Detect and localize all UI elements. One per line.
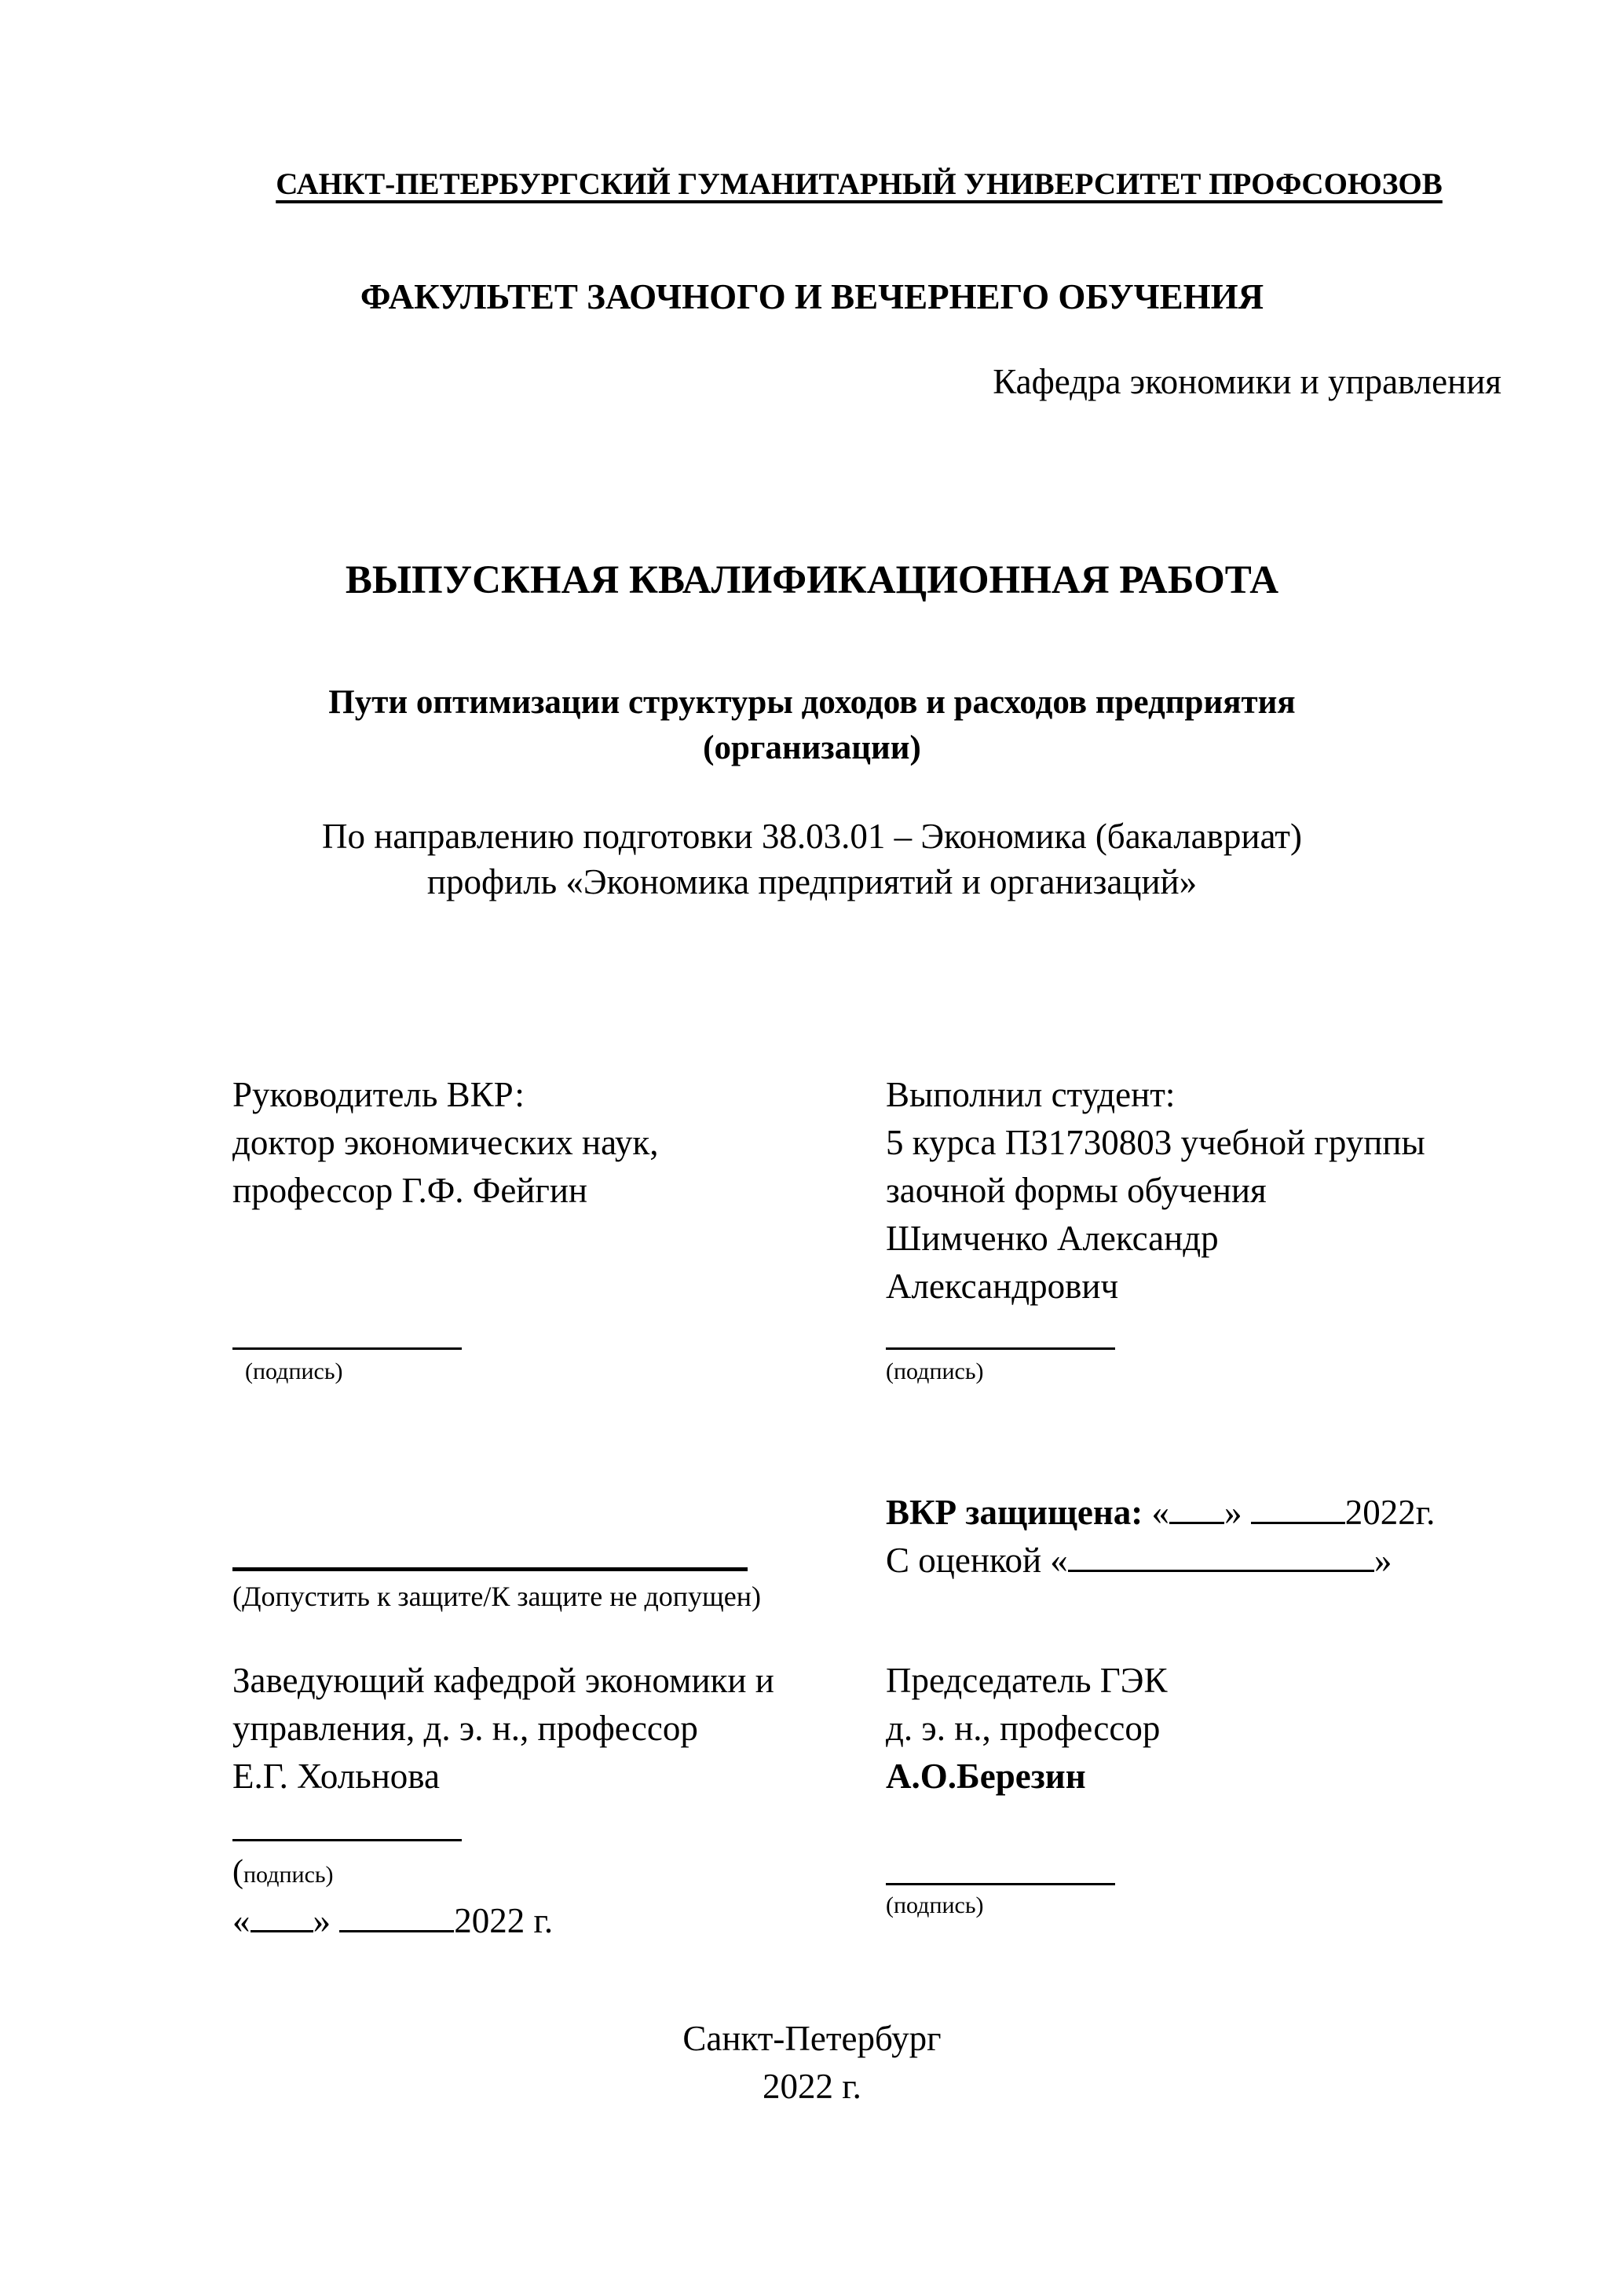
head-date-year: 2022 г. (454, 1901, 554, 1940)
admission-caption: (Допустить к защите/К защите не допущен) (232, 1581, 762, 1612)
supervisor-degree: доктор экономических наук, (232, 1123, 659, 1162)
footer (0, 2015, 1624, 2111)
head-signature-caption: (подпись) (232, 1854, 334, 1890)
work-topic (0, 680, 1624, 771)
direction-line-2: профиль «Экономика предприятий и организаций» (426, 862, 1198, 901)
student-group: 5 курса ПЗ1730803 учебной группы (886, 1123, 1425, 1162)
footer-year: 2022 г. (763, 2067, 861, 2106)
head-signature-line (232, 1839, 462, 1841)
defense-open-quote: « (1151, 1493, 1170, 1532)
supervisor-signature-caption: (подпись) (245, 1358, 343, 1384)
student-surname-name: Шимченко Александр (886, 1219, 1219, 1258)
student-patronymic: Александрович (886, 1267, 1119, 1306)
work-type-title: ВЫПУСКНАЯ КВАЛИФИКАЦИОННАЯ РАБОТА (345, 558, 1279, 602)
faculty-name: ФАКУЛЬТЕТ ЗАОЧНОГО И ВЕЧЕРНЕГО ОБУЧЕНИЯ (360, 277, 1264, 316)
gek-chair-degree: д. э. н., профессор (886, 1709, 1161, 1748)
head-of-department-block (232, 1657, 774, 1801)
topic-line-2: (организации) (703, 729, 921, 766)
supervisor-signature-line (232, 1347, 462, 1350)
department-name: Кафедра экономики и управления (993, 362, 1501, 401)
defense-month-blank[interactable] (1251, 1493, 1345, 1524)
supervisor-block (232, 1071, 658, 1215)
supervisor-label: Руководитель ВКР: (232, 1075, 525, 1114)
defense-day-blank[interactable] (1169, 1493, 1224, 1524)
admission-decision-line (232, 1567, 748, 1571)
head-position: Заведующий кафедрой экономики и (232, 1661, 774, 1700)
head-date-open-quote: « (232, 1901, 251, 1940)
student-signature-caption: (подпись) (886, 1358, 984, 1384)
student-signature-line (886, 1347, 1115, 1350)
head-date-close-quote: » (313, 1901, 331, 1940)
defense-grade-line (886, 1537, 1392, 1585)
defense-date-line (886, 1489, 1435, 1537)
defense-label: ВКР защищена: (886, 1493, 1143, 1532)
topic-line-1: Пути оптимизации структуры доходов и расходов предприятия (328, 684, 1296, 721)
university-name: САНКТ-ПЕТЕРБУРГСКИЙ ГУМАНИТАРНЫЙ УНИВЕРСИТЕТ ПРОФСОЮЗОВ (276, 167, 1443, 201)
gek-signature-caption: (подпись) (886, 1892, 984, 1918)
student-block (886, 1071, 1425, 1311)
student-label: Выполнил студент: (886, 1075, 1176, 1114)
grade-close-quote: » (1373, 1541, 1392, 1580)
grade-blank[interactable] (1068, 1541, 1374, 1572)
defense-year: 2022г. (1344, 1493, 1436, 1532)
study-direction (0, 813, 1624, 905)
head-date-day-blank[interactable] (251, 1902, 313, 1932)
gek-chair-name: А.О.Березин (886, 1757, 1086, 1796)
head-degree: управления, д. э. н., профессор (232, 1709, 698, 1748)
gek-chair-block (886, 1657, 1167, 1801)
grade-label: С оценкой « (886, 1541, 1068, 1580)
student-study-form: заочной формы обучения (886, 1171, 1267, 1210)
supervisor-name: профессор Г.Ф. Фейгин (232, 1171, 587, 1210)
gek-chair-position: Председатель ГЭК (886, 1661, 1168, 1700)
footer-city: Санкт-Петербург (682, 2019, 942, 2058)
head-date-month-blank[interactable] (339, 1902, 454, 1932)
defense-close-quote: » (1224, 1493, 1242, 1532)
direction-line-1: По направлению подготовки 38.03.01 – Экономика (бакалавриат) (322, 817, 1302, 856)
gek-signature-line (886, 1883, 1115, 1885)
head-date-line (232, 1897, 553, 1945)
head-name: Е.Г. Хольнова (232, 1757, 440, 1796)
